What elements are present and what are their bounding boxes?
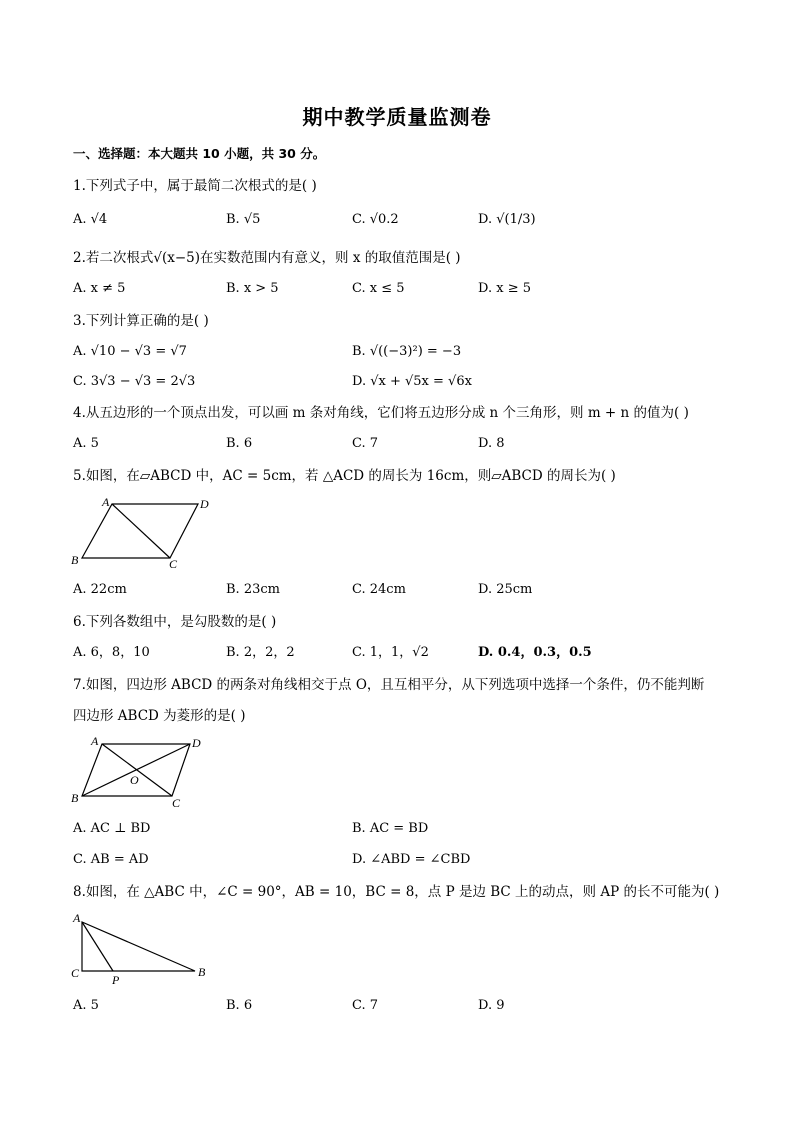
- q8-option-d: D. 9: [478, 998, 505, 1013]
- q5-label-d: D: [200, 497, 209, 511]
- q8-option-a: A. 5: [73, 998, 99, 1013]
- q4-option-d: D. 8: [478, 436, 505, 451]
- q8-option-c: C. 7: [352, 998, 379, 1013]
- q3-option-d: D. √x + √5x = √6x: [352, 374, 472, 389]
- q7-label-o: O: [130, 773, 139, 787]
- q5-option-d: D. 25cm: [478, 582, 533, 597]
- q6-option-d: D. 0.4，0.3，0.5: [478, 645, 592, 660]
- q8-label-c: C: [71, 966, 80, 980]
- question-8-stem: 8.如图，在 △ABC 中，∠C = 90°，AB = 10，BC = 8，点 P 是边 BC 上的动点，则 AP 的长不可能为( ): [73, 884, 720, 900]
- q7-label-d: D: [192, 736, 201, 750]
- q8-label-p: P: [112, 973, 120, 987]
- q4-option-b: B. 6: [226, 436, 253, 451]
- q1-option-b: B. √5: [226, 212, 261, 227]
- q8-label-a: A: [73, 911, 81, 925]
- q7-option-a: A. AC ⊥ BD: [73, 821, 151, 836]
- parallelogram-figure-q7: [68, 734, 218, 810]
- q1-option-a: A. √4: [73, 212, 108, 227]
- q7-label-a: A: [91, 734, 99, 748]
- q2-option-d: D. x ≥ 5: [478, 281, 531, 296]
- question-4-stem: 4.从五边形的一个顶点出发，可以画 m 条对角线，它们将五边形分成 n 个三角形，则 m + n 的值为( ): [73, 405, 689, 421]
- section-heading: 一、选择题：本大题共 10 小题，共 30 分。: [73, 146, 326, 161]
- q2-option-b: B. x > 5: [226, 281, 279, 296]
- q1-option-d: D. √(1/3): [478, 212, 536, 227]
- q8-option-b: B. 6: [226, 998, 253, 1013]
- q5-label-b: B: [71, 553, 79, 567]
- question-7-stem-continued: 四边形 ABCD 为菱形的是( ): [73, 708, 246, 724]
- question-7-stem: 7.如图，四边形 ABCD 的两条对角线相交于点 O，且互相平分，从下列选项中选择一个条件，仍不能判断: [73, 677, 705, 693]
- triangle-figure-q8: [68, 910, 218, 990]
- q6-option-b: B. 2，2，2: [226, 645, 295, 660]
- question-2-stem: 2.若二次根式√(x−5)在实数范围内有意义，则 x 的取值范围是( ): [73, 250, 461, 266]
- q7-label-b: B: [71, 791, 79, 805]
- question-1-stem: 1.下列式子中，属于最简二次根式的是( ): [73, 178, 317, 194]
- q3-option-c: C. 3√3 − √3 = 2√3: [73, 374, 196, 389]
- q7-label-c: C: [172, 796, 181, 810]
- q2-option-a: A. x ≠ 5: [73, 281, 126, 296]
- q1-option-c: C. √0.2: [352, 212, 399, 227]
- parallelogram-figure-q5: [68, 494, 218, 576]
- page-title: 期中教学质量监测卷: [302, 105, 492, 129]
- q3-option-a: A. √10 − √3 = √7: [73, 344, 187, 359]
- question-6-stem: 6.下列各数组中，是勾股数的是( ): [73, 614, 277, 630]
- q4-option-a: A. 5: [73, 436, 99, 451]
- q5-option-c: C. 24cm: [352, 582, 406, 597]
- q5-label-c: C: [169, 557, 178, 571]
- q5-label-a: A: [102, 495, 110, 509]
- question-3-stem: 3.下列计算正确的是( ): [73, 313, 209, 329]
- q6-option-c: C. 1，1，√2: [352, 645, 429, 660]
- q4-option-c: C. 7: [352, 436, 379, 451]
- q3-option-b: B. √((−3)²) = −3: [352, 344, 462, 359]
- q6-option-a: A. 6，8，10: [73, 645, 150, 660]
- q7-option-b: B. AC = BD: [352, 821, 429, 836]
- q7-option-d: D. ∠ABD = ∠CBD: [352, 852, 471, 867]
- q8-label-b: B: [198, 965, 206, 979]
- q5-option-a: A. 22cm: [73, 582, 127, 597]
- q5-option-b: B. 23cm: [226, 582, 280, 597]
- q2-option-c: C. x ≤ 5: [352, 281, 405, 296]
- q7-option-c: C. AB = AD: [73, 852, 149, 867]
- question-5-stem: 5.如图，在▱ABCD 中，AC = 5cm，若 △ACD 的周长为 16cm，则▱ABCD 的周长为( ): [73, 468, 616, 484]
